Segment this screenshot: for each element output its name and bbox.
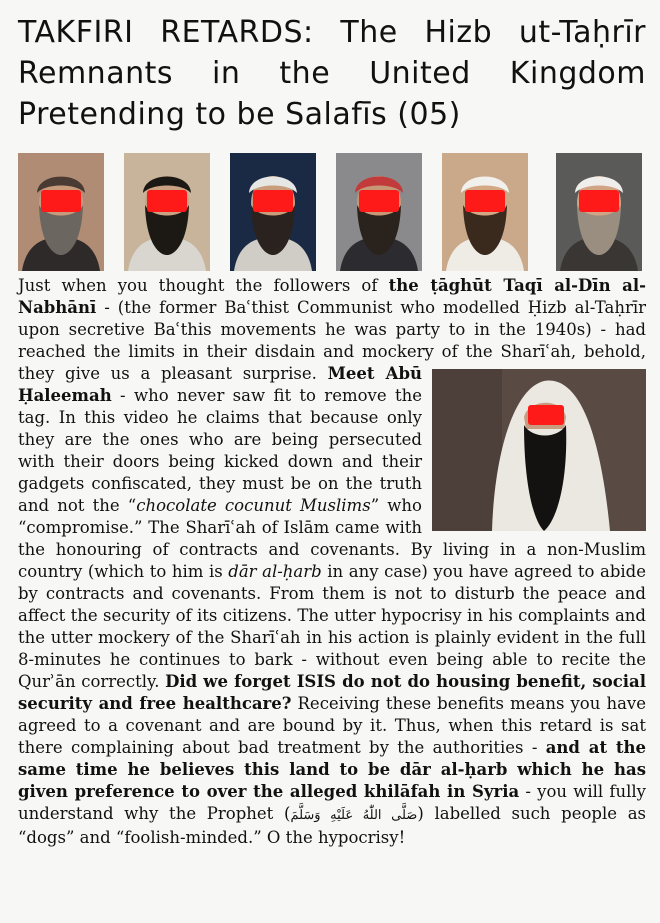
text-salutation-arabic: صَلَّى اللّٰهُ عَلَيْهِ وَسَلَّمَ <box>290 808 418 823</box>
speaker-photo-1 <box>18 153 104 271</box>
text-meet-abu-haleemah: Meet Abū Ḥaleemah <box>18 364 422 405</box>
text-nabhani-context: - (the former Baʿthist Communist who modelled Ḥizb al-Taḥrīr upon secretive Baʿthis movements he was party to in the 1940s) - had reached the limits in their disdain and mockery of the Sharīʿah, behold, they give us a pleasant surprise. <box>18 298 646 383</box>
abu-haleemah-image <box>432 369 646 531</box>
text-isis-question: Did we forget ISIS do not do housing benefit, social security and free healthcare? <box>18 672 646 713</box>
text-contracts: ” who “compromise.” The Sharīʿah of Islām came with the honouring of contracts and covenants. By living in a non-Muslim country (which to him is <box>18 496 646 581</box>
inset-redaction <box>528 405 564 425</box>
photo-redaction <box>41 190 81 212</box>
text-conclusion: ) labelled such people as “dogs” and “foolish-minded.” O the hypocrisy! <box>18 804 647 847</box>
speaker-photo-3-image <box>230 153 316 271</box>
photo-row <box>18 153 642 271</box>
speaker-photo-3 <box>230 153 316 271</box>
speaker-photo-4-image <box>336 153 422 271</box>
speaker-photo-4 <box>336 153 422 271</box>
inset-wall-shadow <box>432 369 502 531</box>
text-dar-al-harb: dār al-ḥarb <box>228 562 322 581</box>
photo-redaction <box>253 190 293 212</box>
photo-redaction <box>359 190 399 212</box>
photo-redaction <box>579 190 619 212</box>
text-chocolate-cocunut: chocolate cocunut Muslims <box>136 496 371 515</box>
speaker-photo-5 <box>442 153 528 271</box>
speaker-photo-6-image <box>556 153 642 271</box>
page-title: TAKFIRI RETARDS: The Hizb ut-Taḥrīr Remnants in the United Kingdom Pretending to be Salafīs (05) <box>18 15 646 132</box>
photo-redaction <box>465 190 505 212</box>
text-benefits: Receiving these benefits means you have agreed to a covenant and are bound by it. Thus, when this retard is sat there complaining about bad treatment by the authorities - <box>18 694 646 757</box>
article-body <box>18 275 646 849</box>
text-prophet: - you will fully understand why the Prophet ( <box>18 782 646 823</box>
photo-redaction <box>147 190 187 212</box>
text-video-claim: - who never saw fit to remove the tag. In this video he claims that because only they are the ones who are being persecuted with their doors being kicked down and their gadgets confiscated, they must be on the truth and not the “ <box>18 386 422 515</box>
speaker-photo-2-image <box>124 153 210 271</box>
speaker-photo-2 <box>124 153 210 271</box>
text-hypocrisy: in any case) you have agreed to abide by contracts and covenants. From them is not to disturb the peace and affect the security of its citizens. The utter hypocrisy in his complaints and the utter mockery of the Sharīʿah in his action is plainly evident in the full 8-minutes he continues to bark - without even being able to recite the Qurʾān correctly. <box>18 562 647 691</box>
text-preference: and at the same time he believes this land to be dār al-ḥarb which he has given preference to over the alleged khilāfah in Syria <box>18 738 646 801</box>
speaker-photo-6 <box>556 153 642 271</box>
abu-haleemah-photo <box>432 369 646 531</box>
text-nabhani: the ṭāghūt Taqī al-Dīn al-Nabhānī <box>18 276 646 317</box>
speaker-photo-1-image <box>18 153 104 271</box>
speaker-photo-5-image <box>442 153 528 271</box>
text-intro: Just when you thought the followers of <box>18 276 389 295</box>
